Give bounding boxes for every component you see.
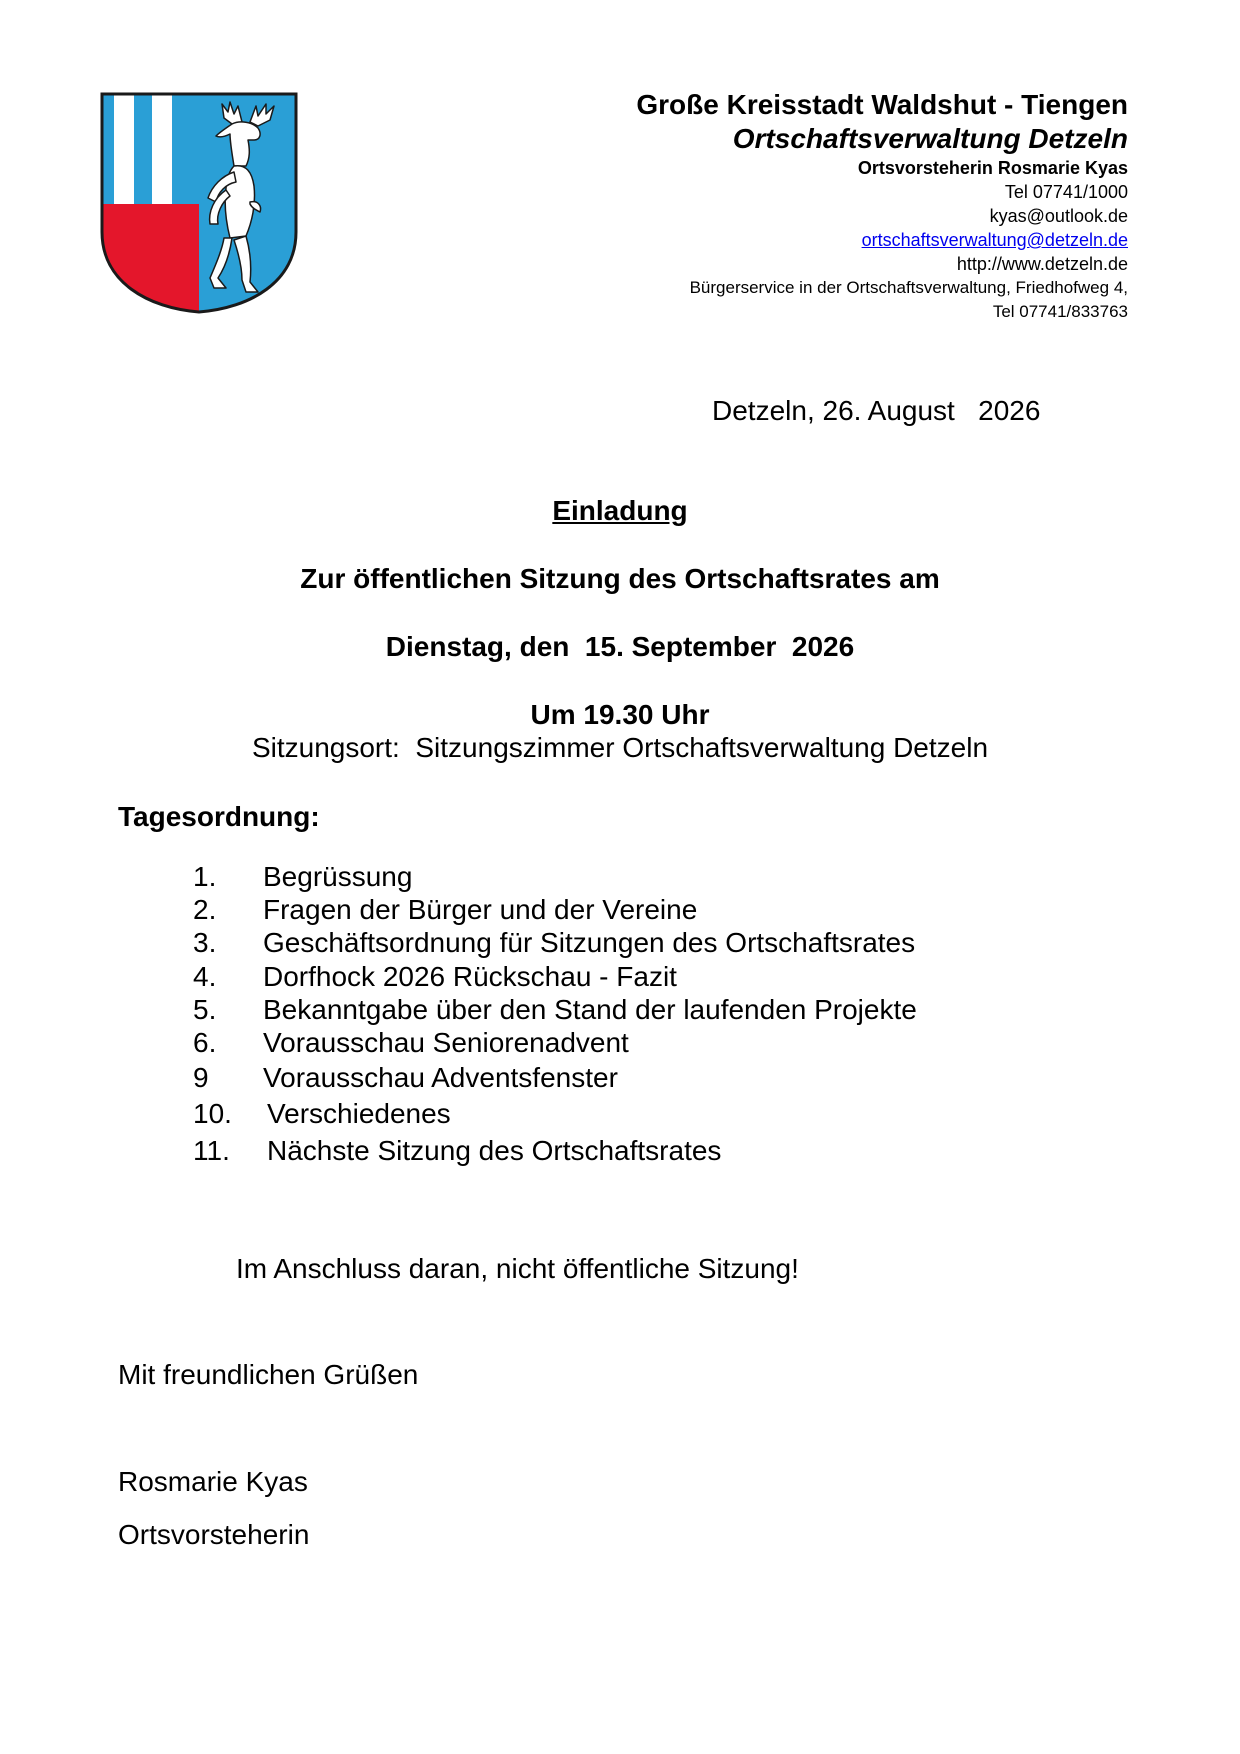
- meeting-date: Dienstag, den 15. September 2026: [385, 631, 855, 662]
- agenda-item-text: Dorfhock 2026 Rückschau - Fazit: [263, 961, 677, 992]
- meeting-place: Sitzungsort: Sitzungszimmer Ortschaftsverwaltung Detzeln: [251, 732, 989, 763]
- document-date: Detzeln, 26. August 2026: [712, 395, 1041, 426]
- agenda-item: [0, 1134, 1240, 1168]
- coat-of-arms-stag-icon: [100, 92, 298, 314]
- office-head: Ortsvorsteherin Rosmarie Kyas: [857, 158, 1128, 178]
- agenda-item-number: 6.: [193, 1027, 217, 1058]
- agenda-item-text: Begrüssung: [263, 861, 413, 892]
- agenda-item: [0, 893, 1240, 927]
- office-phone: Tel 07741/1000: [1004, 182, 1128, 202]
- invitation-subtitle: Zur öffentlichen Sitzung des Ortschaftsrates am: [300, 563, 940, 594]
- agenda-item: [0, 860, 1240, 894]
- agenda-item: [0, 1097, 1240, 1131]
- agenda-item: [0, 1026, 1240, 1060]
- meeting-time: Um 19.30 Uhr: [530, 699, 710, 730]
- agenda-item-number: 2.: [193, 894, 217, 925]
- greeting: Mit freundlichen Grüßen: [118, 1359, 419, 1390]
- personal-email: kyas@outlook.de: [989, 206, 1128, 226]
- agenda-item: [0, 1061, 1240, 1095]
- letterhead: [368, 88, 1128, 324]
- agenda-item-number: 11.: [193, 1135, 230, 1166]
- closing-note: Im Anschluss daran, nicht öffentliche Sitzung!: [236, 1253, 799, 1284]
- agenda-item-text: Fragen der Bürger und der Vereine: [263, 894, 698, 925]
- agenda-item-text: Verschiedenes: [267, 1098, 451, 1129]
- signer-role: Ortsvorsteherin: [118, 1519, 310, 1550]
- office-email-link[interactable]: ortschaftsverwaltung@detzeln.de: [861, 230, 1128, 250]
- agenda-item-number: 1.: [193, 861, 217, 892]
- agenda-item: [0, 960, 1240, 994]
- agenda-item-number: 9: [193, 1062, 209, 1093]
- agenda-heading: Tagesordnung:: [118, 801, 320, 832]
- agenda-item-text: Vorausschau Seniorenadvent: [263, 1027, 629, 1058]
- office-name: Ortschaftsverwaltung Detzeln: [732, 123, 1128, 154]
- agenda-item-number: 5.: [193, 994, 217, 1025]
- agenda-item-number: 4.: [193, 961, 217, 992]
- invitation-title: Einladung: [552, 495, 688, 526]
- agenda-item-number: 10.: [193, 1098, 232, 1129]
- agenda-item-text: Bekanntgabe über den Stand der laufenden Projekte: [263, 994, 917, 1025]
- agenda-item-number: 3.: [193, 927, 217, 958]
- organization-name: Große Kreisstadt Waldshut - Tiengen: [636, 89, 1128, 120]
- agenda-item-text: Vorausschau Adventsfenster: [263, 1062, 618, 1093]
- agenda-item-text: Geschäftsordnung für Sitzungen des Ortschaftsrates: [263, 927, 916, 958]
- website: http://www.detzeln.de: [956, 254, 1128, 274]
- agenda-item: [0, 993, 1240, 1027]
- service-phone: Tel 07741/833763: [992, 302, 1128, 321]
- service-address: Bürgerservice in der Ortschaftsverwaltung, Friedhofweg 4,: [689, 278, 1128, 297]
- signer-name: Rosmarie Kyas: [118, 1466, 308, 1497]
- agenda-item: [0, 926, 1240, 960]
- agenda-item-text: Nächste Sitzung des Ortschaftsrates: [267, 1135, 722, 1166]
